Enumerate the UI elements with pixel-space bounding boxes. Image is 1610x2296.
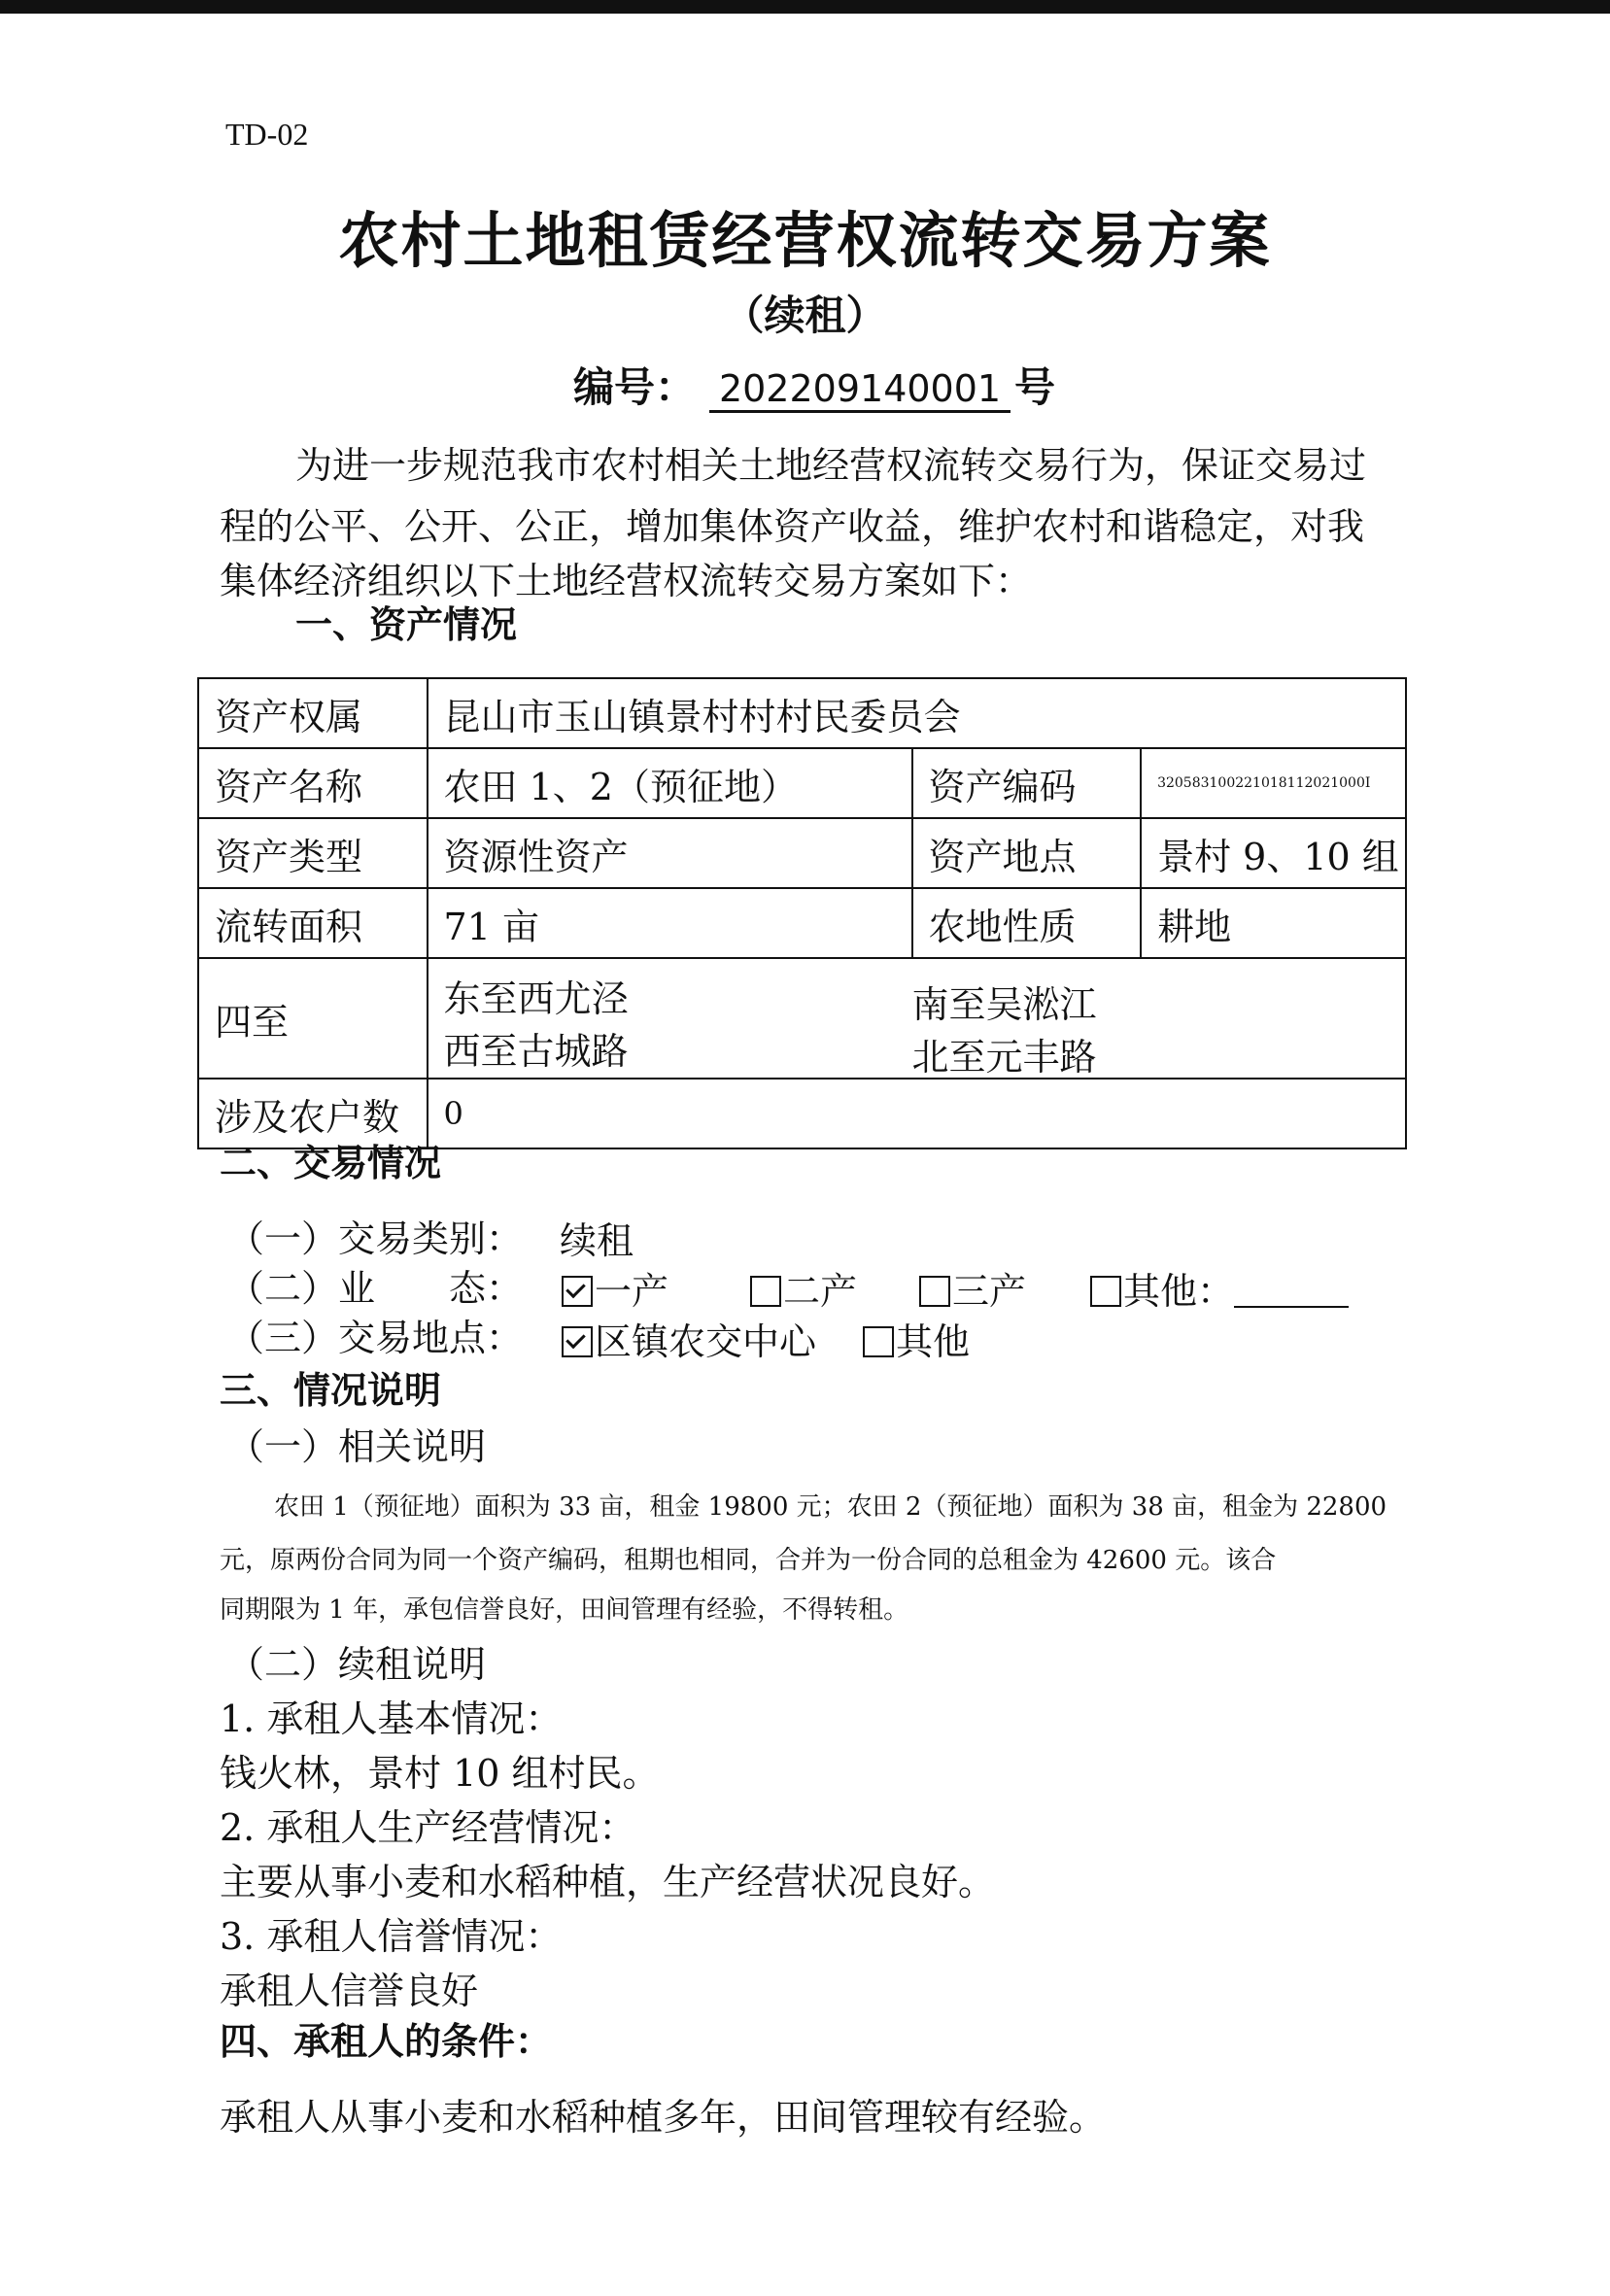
intro-line-2: 程的公平、公开、公正，增加集体资产收益，维护农村和谐稳定，对我	[220, 505, 1365, 548]
section3-sub2: （二）续租说明	[227, 1643, 487, 1686]
checkbox-icon[interactable]	[919, 1276, 950, 1307]
item2-title: 2. 承租人生产经营情况：	[220, 1806, 636, 1849]
item3-title: 3. 承租人信誉情况：	[220, 1915, 563, 1958]
item1-text: 钱火林，景村 10 组村民。	[220, 1752, 660, 1795]
place-label: （三）交易地点：	[227, 1317, 524, 1359]
name-value: 农田 1、2（预征地）	[428, 748, 912, 818]
asset-table	[197, 677, 1407, 1149]
bound-north: 北至元丰路	[911, 1036, 1097, 1079]
document-code: TD-02	[225, 117, 309, 152]
checkbox-icon[interactable]	[1090, 1276, 1121, 1307]
item1-title: 1. 承租人基本情况：	[220, 1697, 563, 1740]
section3-sub1: （一）相关说明	[227, 1425, 487, 1468]
document-number-line	[573, 356, 1055, 414]
nature-value: 耕地	[1141, 888, 1406, 958]
trade-kind-value: 续租	[560, 1219, 634, 1262]
section3-heading: 三、情况说明	[220, 1369, 442, 1412]
section4-text: 承租人从事小麦和水稻种植多年，田间管理较有经验。	[220, 2096, 1107, 2139]
name-label: 资产名称	[198, 748, 428, 818]
item2-text: 主要从事小麦和水稻种植，生产经营状况良好。	[220, 1861, 996, 1903]
location-label: 资产地点	[912, 818, 1142, 888]
item3-text: 承租人信誉良好	[220, 1970, 479, 2012]
place-option-2[interactable]: 其他	[863, 1312, 970, 1365]
code-label: 资产编码	[912, 748, 1142, 818]
industry-option-other[interactable]: 其他：	[1090, 1261, 1349, 1315]
table-row	[198, 958, 1406, 1079]
type-value: 资源性资产	[428, 818, 912, 888]
code-value: 320583100221018112021000I	[1141, 748, 1406, 818]
document-subtitle: （续租）	[723, 291, 887, 339]
bound-east: 东至西尤泾	[443, 977, 629, 1020]
bounds-cell	[428, 958, 1406, 1079]
number-label: 编号：	[573, 363, 697, 411]
industry-option-1[interactable]: 一产	[562, 1261, 668, 1315]
number-value: 202209140001	[709, 367, 1011, 413]
other-fill-line	[1234, 1277, 1349, 1308]
owner-value: 昆山市玉山镇景村村村民委员会	[428, 678, 1406, 748]
type-label: 资产类型	[198, 818, 428, 888]
bounds-label: 四至	[198, 958, 428, 1079]
nature-label: 农地性质	[912, 888, 1142, 958]
checkbox-checked-icon[interactable]	[562, 1276, 593, 1307]
households-label: 涉及农户数	[198, 1079, 428, 1148]
section1-heading: 一、资产情况	[295, 603, 518, 646]
place-option-1[interactable]: 区镇农交中心	[562, 1312, 816, 1365]
document-title: 农村土地租赁经营权流转交易方案	[338, 205, 1272, 276]
table-row	[198, 818, 1406, 888]
desc-line-1: 农田 1（预征地）面积为 33 亩，租金 19800 元；农田 2（预征地）面积为 38 亩，租金为 22800	[274, 1492, 1387, 1522]
section2-heading: 二、交易情况	[220, 1142, 442, 1184]
bound-south: 南至吴淞江	[911, 983, 1097, 1026]
area-value: 71 亩	[428, 888, 912, 958]
checkbox-icon[interactable]	[750, 1276, 781, 1307]
table-row	[198, 678, 1406, 748]
households-value: 0	[428, 1079, 1406, 1148]
industry-label: （二）业 态：	[227, 1267, 524, 1310]
section4-heading: 四、承租人的条件：	[220, 2020, 553, 2063]
trade-kind-label: （一）交易类别：	[227, 1217, 524, 1260]
industry-option-3[interactable]: 三产	[919, 1261, 1026, 1315]
bound-west: 西至古城路	[443, 1030, 629, 1073]
industry-option-2[interactable]: 二产	[750, 1261, 857, 1315]
desc-line-3: 同期限为 1 年，承包信誉良好，田间管理有经验，不得转租。	[220, 1595, 909, 1625]
intro-line-3: 集体经济组织以下土地经营权流转交易方案如下：	[220, 560, 1033, 602]
desc-line-2: 元，原两份合同为同一个资产编码，租期也相同，合并为一份合同的总租金为 42600 元。该合	[220, 1546, 1277, 1575]
checkbox-checked-icon[interactable]	[562, 1326, 593, 1357]
area-label: 流转面积	[198, 888, 428, 958]
location-value: 景村 9、10 组	[1141, 818, 1406, 888]
intro-line-1: 为进一步规范我市农村相关土地经营权流转交易行为，保证交易过	[295, 444, 1367, 487]
table-row	[198, 888, 1406, 958]
number-suffix: 号	[1014, 363, 1056, 411]
scan-top-border	[0, 0, 1610, 14]
owner-label: 资产权属	[198, 678, 428, 748]
checkbox-icon[interactable]	[863, 1326, 894, 1357]
table-row	[198, 748, 1406, 818]
